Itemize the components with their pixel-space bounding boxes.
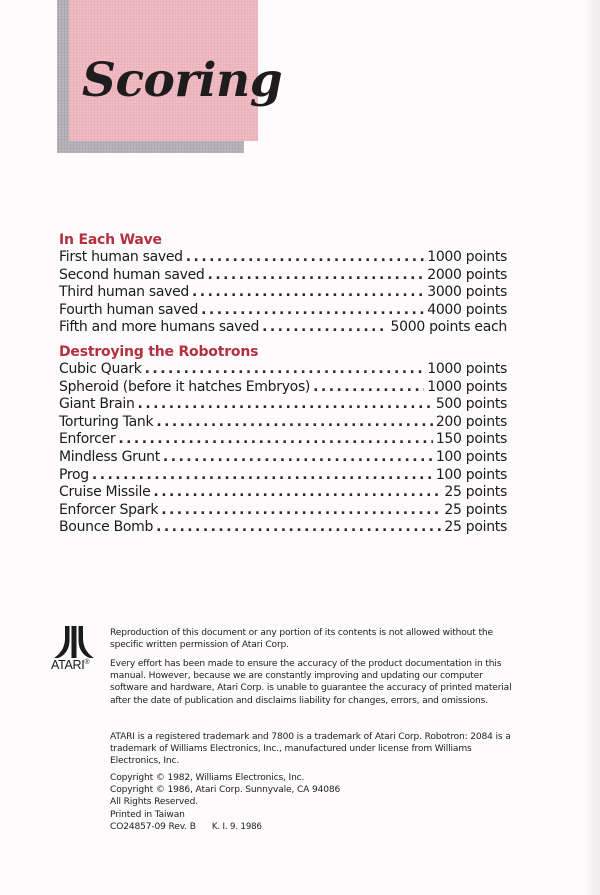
- dot-leader: [192, 284, 424, 302]
- score-label: Third human saved: [59, 284, 190, 301]
- dot-leader: [153, 484, 441, 502]
- score-row: [59, 502, 507, 520]
- score-label: First human saved: [59, 249, 183, 265]
- score-value: 100 points: [435, 448, 507, 465]
- score-row: [59, 284, 507, 302]
- score-value: 1000 points: [427, 249, 507, 265]
- dot-leader: [156, 414, 433, 432]
- score-value: 2000 points: [427, 266, 507, 283]
- part-number-line: [110, 821, 515, 833]
- trademark-notice: ATARI is a registered trademark and 7800 is a trademark of Atari Corp. Robotron: 2084 is a trademark of Williams Electronics, Inc., manufactured under license from Williams Electronics, Inc.: [110, 732, 511, 767]
- score-value: 25 points: [444, 519, 507, 536]
- score-label: Torturing Tank: [59, 413, 154, 430]
- section-destroying-robotrons: [59, 344, 507, 537]
- dot-leader: [186, 249, 424, 267]
- dot-leader: [92, 467, 433, 485]
- page-edge: [586, 0, 600, 895]
- score-row: [59, 431, 507, 449]
- dot-leader: [118, 431, 433, 449]
- dot-leader: [138, 396, 433, 414]
- score-row: [59, 319, 507, 337]
- score-label: Mindless Grunt: [59, 448, 160, 465]
- score-row: [59, 379, 507, 397]
- score-value: 5000 points each: [390, 319, 507, 336]
- legal-trademark: [110, 731, 515, 768]
- score-value: 4000 points: [427, 301, 507, 318]
- score-value: 200 points: [435, 413, 507, 430]
- legal-reproduction: [110, 627, 515, 651]
- atari-wordmark: [51, 658, 89, 672]
- score-row: [59, 396, 507, 414]
- score-value: 25 points: [444, 501, 507, 518]
- dot-leader: [145, 361, 425, 379]
- dot-leader: [163, 449, 433, 467]
- score-row: [59, 467, 507, 485]
- accuracy-disclaimer: Every effort has been made to ensure the accuracy of the product documentation in this manual. However, because we are constantly improving and updating our computer software and hardware, Atari Corp. is unable to guarantee the accuracy of printed material after the date of publication and disclaims liability for changes, errors, and omissions.: [110, 659, 512, 706]
- score-row: [59, 302, 507, 320]
- score-label: Second human saved: [59, 266, 205, 283]
- score-row: [59, 267, 507, 285]
- score-label: Spheroid (before it hatches Embryos): [59, 378, 311, 395]
- score-value: 100 points: [435, 466, 507, 483]
- print-date: K. I. 9. 1986: [211, 821, 262, 832]
- score-label: Prog: [59, 466, 89, 483]
- score-row: [59, 361, 507, 379]
- rights-reserved: All Rights Reserved.: [110, 797, 198, 808]
- legal-accuracy: [110, 658, 515, 707]
- section-in-each-wave: [59, 232, 507, 337]
- dot-leader: [161, 502, 441, 520]
- page-title: Scoring: [82, 53, 283, 108]
- score-label: Fourth human saved: [59, 301, 199, 318]
- dot-leader: [313, 379, 424, 397]
- score-row: [59, 484, 507, 502]
- score-value: 3000 points: [427, 284, 507, 301]
- registered-mark: ®: [84, 659, 90, 666]
- score-label: Giant Brain: [59, 396, 135, 413]
- atari-wordmark-text: ATARI: [51, 658, 85, 672]
- copyright-line: Copyright © 1982, Williams Electronics, Inc.: [110, 773, 305, 783]
- reproduction-notice: Reproduction of this document or any portion of its contents is not allowed without the specific written permission of Atari Corp.: [110, 628, 493, 651]
- score-row: [59, 249, 507, 267]
- dot-leader: [201, 302, 424, 320]
- score-label: Cruise Missile: [59, 484, 151, 501]
- dot-leader: [208, 267, 425, 285]
- part-number: CO24857-09 Rev. B: [110, 821, 196, 832]
- dot-leader: [156, 519, 441, 537]
- score-value: 1000 points: [427, 378, 507, 395]
- score-value: 1000 points: [427, 361, 507, 377]
- score-label: Fifth and more humans saved: [59, 319, 260, 336]
- score-row: [59, 449, 507, 467]
- score-label: Enforcer: [59, 431, 116, 448]
- printed-in: Printed in Taiwan: [110, 809, 185, 820]
- score-row: [59, 414, 507, 432]
- dot-leader: [262, 319, 387, 337]
- score-label: Cubic Quark: [59, 361, 142, 377]
- legal-copyright: [110, 772, 515, 833]
- score-value: 500 points: [435, 396, 507, 413]
- score-label: Enforcer Spark: [59, 501, 159, 518]
- score-label: Bounce Bomb: [59, 519, 154, 536]
- score-row: [59, 519, 507, 537]
- copyright-line: Copyright © 1986, Atari Corp. Sunnyvale, CA 94086: [110, 785, 341, 796]
- score-value: 25 points: [444, 484, 507, 501]
- section-heading: In Each Wave: [59, 232, 162, 248]
- score-value: 150 points: [435, 431, 507, 448]
- section-heading: Destroying the Robotrons: [59, 344, 259, 360]
